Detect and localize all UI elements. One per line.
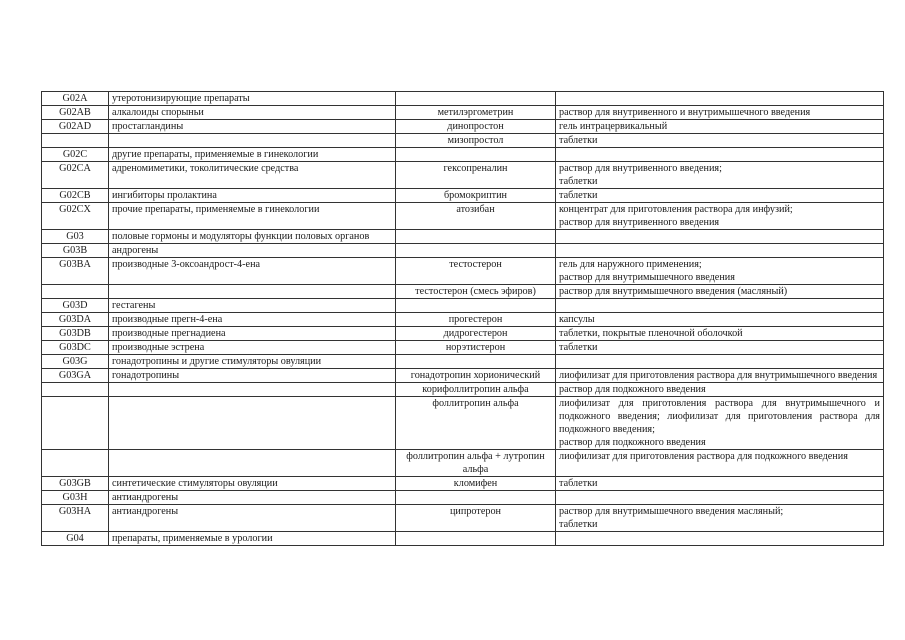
atc-code-cell: G03 — [42, 230, 109, 244]
table-row — [42, 244, 884, 258]
atc-code-cell: G04 — [42, 532, 109, 546]
table-row — [42, 341, 884, 355]
group-name-cell: адреномиметики, токолитические средства — [109, 162, 396, 189]
dosage-form-line: таблетки — [559, 519, 598, 530]
drug-name-cell: тестостерон (смесь эфиров) — [396, 285, 556, 299]
atc-code-cell: G02C — [42, 148, 109, 162]
drug-name-cell — [396, 491, 556, 505]
group-name-cell: гонадотропины — [109, 369, 396, 383]
dosage-form-cell — [556, 491, 884, 505]
atc-code-cell: G02A — [42, 92, 109, 106]
dosage-form-line: раствор для подкожного введения — [559, 384, 706, 395]
group-name-cell: антиандрогены — [109, 505, 396, 532]
dosage-form-line: таблетки — [559, 176, 598, 187]
dosage-form-cell — [556, 327, 884, 341]
drug-name-cell: ципротерон — [396, 505, 556, 532]
table-row — [42, 258, 884, 285]
table-row — [42, 491, 884, 505]
drug-name-cell: динопростон — [396, 120, 556, 134]
dosage-form-cell — [556, 106, 884, 120]
dosage-form-line: раствор для внутривенного и внутримышечного введения — [559, 107, 811, 118]
atc-code-cell: G03DA — [42, 313, 109, 327]
atc-code-cell: G02AB — [42, 106, 109, 120]
atc-code-cell: G03B — [42, 244, 109, 258]
table-row — [42, 397, 884, 450]
group-name-cell: препараты, применяемые в урологии — [109, 532, 396, 546]
drug-name-cell — [396, 148, 556, 162]
atc-code-cell: G03BA — [42, 258, 109, 285]
group-name-cell: ингибиторы пролактина — [109, 189, 396, 203]
dosage-form-cell — [556, 505, 884, 532]
dosage-form-cell — [556, 92, 884, 106]
dosage-form-line: гель интрацервикальный — [559, 121, 668, 132]
group-name-cell: производные прегнадиена — [109, 327, 396, 341]
group-name-cell: гонадотропины и другие стимуляторы овуляции — [109, 355, 396, 369]
group-name-cell — [109, 285, 396, 299]
dosage-form-cell — [556, 189, 884, 203]
group-name-cell: утеротонизирующие препараты — [109, 92, 396, 106]
group-name-cell: половые гормоны и модуляторы функции половых органов — [109, 230, 396, 244]
drug-name-cell: тестостерон — [396, 258, 556, 285]
group-name-cell: андрогены — [109, 244, 396, 258]
dosage-form-cell — [556, 397, 884, 450]
dosage-form-line: лиофилизат для приготовления раствора для подкожного введения — [559, 451, 848, 462]
dosage-form-cell — [556, 134, 884, 148]
dosage-form-line: раствор для внутримышечного введения (масляный) — [559, 286, 788, 297]
table-row — [42, 327, 884, 341]
dosage-form-cell — [556, 244, 884, 258]
dosage-form-cell — [556, 162, 884, 189]
dosage-form-cell — [556, 532, 884, 546]
dosage-form-cell — [556, 148, 884, 162]
drug-name-cell: метилэргометрин — [396, 106, 556, 120]
table-row — [42, 355, 884, 369]
dosage-form-cell — [556, 341, 884, 355]
table-row — [42, 134, 884, 148]
table-row — [42, 299, 884, 313]
table-row — [42, 532, 884, 546]
atc-code-cell: G03GB — [42, 477, 109, 491]
atc-code-cell — [42, 383, 109, 397]
table-row — [42, 477, 884, 491]
dosage-form-cell — [556, 450, 884, 477]
dosage-form-cell — [556, 369, 884, 383]
atc-code-cell: G03H — [42, 491, 109, 505]
atc-code-cell: G03HA — [42, 505, 109, 532]
atc-code-cell: G03D — [42, 299, 109, 313]
dosage-form-line: капсулы — [559, 314, 595, 325]
group-name-cell — [109, 383, 396, 397]
dosage-form-cell — [556, 383, 884, 397]
table-row — [42, 106, 884, 120]
drug-name-cell: норэтистерон — [396, 341, 556, 355]
drug-name-cell: мизопростол — [396, 134, 556, 148]
table-row — [42, 120, 884, 134]
atc-code-cell: G03G — [42, 355, 109, 369]
drug-name-cell — [396, 230, 556, 244]
group-name-cell — [109, 450, 396, 477]
dosage-form-cell — [556, 285, 884, 299]
dosage-form-line: таблетки — [559, 190, 598, 201]
dosage-form-cell — [556, 230, 884, 244]
dosage-form-line: раствор для подкожного введения — [559, 437, 706, 448]
dosage-form-line: таблетки — [559, 342, 598, 353]
dosage-form-cell — [556, 477, 884, 491]
atc-code-cell: G03DB — [42, 327, 109, 341]
table-row — [42, 189, 884, 203]
atc-code-cell — [42, 285, 109, 299]
drug-table — [41, 91, 884, 546]
group-name-cell: гестагены — [109, 299, 396, 313]
table-row — [42, 285, 884, 299]
drug-name-cell — [396, 244, 556, 258]
group-name-cell: производные 3-оксоандрост-4-ена — [109, 258, 396, 285]
dosage-form-line: лиофилизат для приготовления раствора для внутримышечного и подкожного введения; лиофилизат для приготовления раствора для подкожного введения; — [559, 398, 880, 435]
table-row — [42, 383, 884, 397]
drug-name-cell: прогестерон — [396, 313, 556, 327]
dosage-form-line: раствор для внутримышечного введения — [559, 272, 735, 283]
dosage-form-line: таблетки, покрытые пленочной оболочкой — [559, 328, 743, 339]
dosage-form-cell — [556, 299, 884, 313]
dosage-form-line: раствор для внутривенного введения; — [559, 163, 722, 174]
drug-name-cell: бромокриптин — [396, 189, 556, 203]
dosage-form-line: концентрат для приготовления раствора для инфузий; — [559, 204, 793, 215]
drug-name-cell — [396, 532, 556, 546]
dosage-form-cell — [556, 120, 884, 134]
drug-name-cell: атозибан — [396, 203, 556, 230]
dosage-form-cell — [556, 203, 884, 230]
table-row — [42, 450, 884, 477]
dosage-form-line: лиофилизат для приготовления раствора для внутримышечного введения — [559, 370, 878, 381]
group-name-cell — [109, 397, 396, 450]
group-name-cell: другие препараты, применяемые в гинекологии — [109, 148, 396, 162]
drug-name-cell — [396, 355, 556, 369]
table-row — [42, 230, 884, 244]
drug-name-cell — [396, 92, 556, 106]
dosage-form-line: раствор для внутривенного введения — [559, 217, 720, 228]
dosage-form-line: таблетки — [559, 478, 598, 489]
table-row — [42, 313, 884, 327]
atc-code-cell: G02CB — [42, 189, 109, 203]
atc-code-cell: G03DC — [42, 341, 109, 355]
dosage-form-line: раствор для внутримышечного введения масляный; — [559, 506, 784, 517]
dosage-form-line: гель для наружного применения; — [559, 259, 702, 270]
group-name-cell: прочие препараты, применяемые в гинекологии — [109, 203, 396, 230]
table-row — [42, 505, 884, 532]
atc-code-cell: G02CX — [42, 203, 109, 230]
group-name-cell: производные прегн-4-ена — [109, 313, 396, 327]
group-name-cell: производные эстрена — [109, 341, 396, 355]
atc-code-cell — [42, 134, 109, 148]
group-name-cell: алкалоиды спорыньи — [109, 106, 396, 120]
drug-name-cell: дидрогестерон — [396, 327, 556, 341]
atc-code-cell: G02CA — [42, 162, 109, 189]
dosage-form-cell — [556, 355, 884, 369]
table-row — [42, 92, 884, 106]
table-row — [42, 369, 884, 383]
drug-name-cell: фоллитропин альфа — [396, 397, 556, 450]
dosage-form-cell — [556, 258, 884, 285]
dosage-form-line: таблетки — [559, 135, 598, 146]
drug-name-cell: фоллитропин альфа + лутропин альфа — [396, 450, 556, 477]
atc-code-cell: G02AD — [42, 120, 109, 134]
drug-name-cell: гексопреналин — [396, 162, 556, 189]
table-row — [42, 203, 884, 230]
group-name-cell: простагландины — [109, 120, 396, 134]
group-name-cell: антиандрогены — [109, 491, 396, 505]
table-row — [42, 148, 884, 162]
group-name-cell: синтетические стимуляторы овуляции — [109, 477, 396, 491]
atc-code-cell: G03GA — [42, 369, 109, 383]
atc-code-cell — [42, 450, 109, 477]
drug-name-cell: корифоллитропин альфа — [396, 383, 556, 397]
atc-code-cell — [42, 397, 109, 450]
dosage-form-cell — [556, 313, 884, 327]
drug-name-cell: гонадотропин хорионический — [396, 369, 556, 383]
group-name-cell — [109, 134, 396, 148]
table-row — [42, 162, 884, 189]
drug-name-cell — [396, 299, 556, 313]
drug-name-cell: кломифен — [396, 477, 556, 491]
